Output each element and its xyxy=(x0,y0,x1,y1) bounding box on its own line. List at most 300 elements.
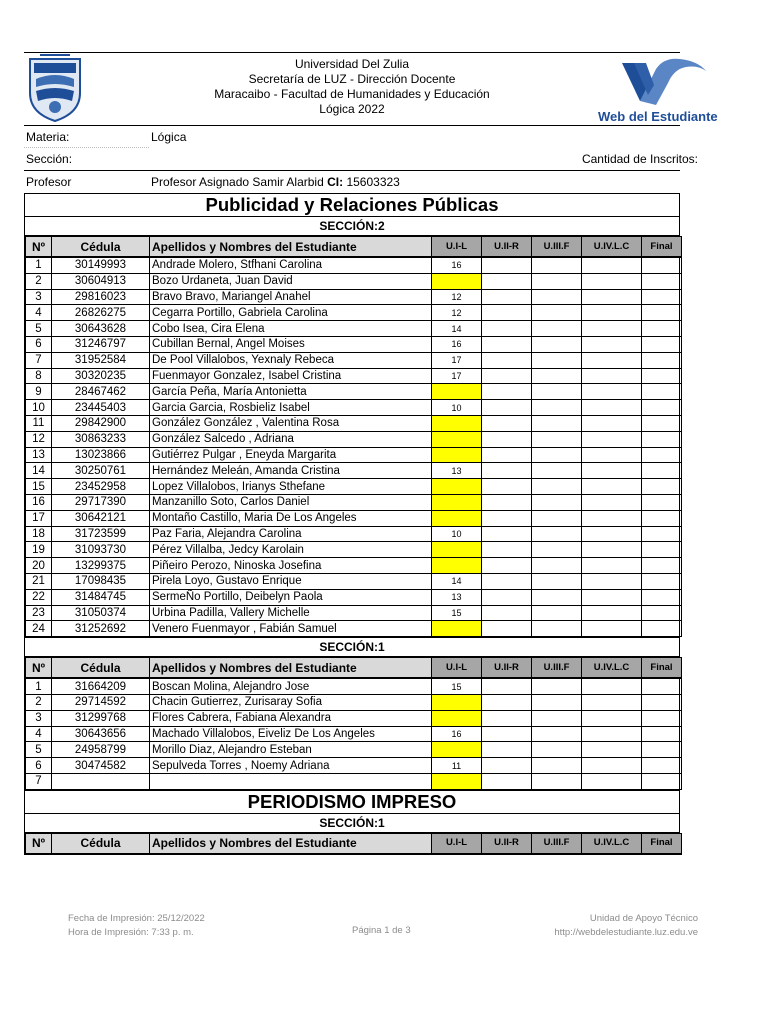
col-u4-header: U.IV.L.C xyxy=(582,237,642,258)
student-row xyxy=(26,726,682,742)
col-u3-header: U.III.F xyxy=(532,833,582,854)
department-name: Secretaría de LUZ - Dirección Docente xyxy=(248,72,456,86)
grades-table xyxy=(25,833,682,855)
row-number: 3 xyxy=(26,710,52,726)
student-row xyxy=(26,558,682,574)
grade-u3-cell xyxy=(532,257,582,273)
col-name-header: Apellidos y Nombres del Estudiante xyxy=(150,833,432,854)
grade-final-cell xyxy=(642,589,682,605)
col-final-header: Final xyxy=(642,658,682,679)
grade-u4-cell xyxy=(582,694,642,710)
grade-u3-cell xyxy=(532,773,582,789)
grade-u4-cell xyxy=(582,273,642,289)
grade-u2-cell xyxy=(482,605,532,621)
cedula-cell: 30474582 xyxy=(52,758,150,774)
table-header-row xyxy=(26,658,682,679)
col-cedula-header: Cédula xyxy=(52,833,150,854)
grade-u3-cell xyxy=(532,305,582,321)
site-url[interactable]: http://webdelestudiante.luz.edu.ve xyxy=(554,927,698,938)
grade-u4-cell xyxy=(582,289,642,305)
student-name-cell: Pirela Loyo, Gustavo Enrique xyxy=(150,573,432,589)
grades-table xyxy=(25,657,682,790)
row-number: 5 xyxy=(26,321,52,337)
row-number: 7 xyxy=(26,352,52,368)
student-row xyxy=(26,710,682,726)
grade-u4-cell xyxy=(582,384,642,400)
footer-left xyxy=(68,912,205,940)
cedula-cell xyxy=(52,773,150,789)
cedula-cell: 30643628 xyxy=(52,321,150,337)
course-year: Lógica 2022 xyxy=(319,102,385,116)
grade-u1-cell xyxy=(432,384,482,400)
grade-u1-cell: 16 xyxy=(432,336,482,352)
grade-u2-cell xyxy=(482,447,532,463)
table-header-row xyxy=(26,833,682,854)
row-number: 3 xyxy=(26,289,52,305)
grade-u3-cell xyxy=(532,289,582,305)
row-number: 2 xyxy=(26,273,52,289)
row-number: 24 xyxy=(26,621,52,637)
web-del-estudiante-logo xyxy=(594,55,718,125)
row-number: 21 xyxy=(26,573,52,589)
cedula-cell: 31246797 xyxy=(52,336,150,352)
grade-u4-cell xyxy=(582,773,642,789)
report-header xyxy=(24,52,718,125)
grade-u4-cell xyxy=(582,621,642,637)
grade-u3-cell xyxy=(532,321,582,337)
grade-u3-cell xyxy=(532,621,582,637)
grade-u3-cell xyxy=(532,352,582,368)
grade-u1-cell: 14 xyxy=(432,573,482,589)
row-number: 23 xyxy=(26,605,52,621)
grade-u2-cell xyxy=(482,758,532,774)
student-row xyxy=(26,742,682,758)
grade-u1-cell: 12 xyxy=(432,289,482,305)
profesor-label: Profesor xyxy=(26,175,72,189)
grade-final-cell xyxy=(642,368,682,384)
grade-u1-cell xyxy=(432,710,482,726)
row-number: 6 xyxy=(26,336,52,352)
student-name-cell: González González , Valentina Rosa xyxy=(150,415,432,431)
grade-u3-cell xyxy=(532,758,582,774)
student-name-cell: Cegarra Portillo, Gabriela Carolina xyxy=(150,305,432,321)
col-name-header: Apellidos y Nombres del Estudiante xyxy=(150,237,432,258)
student-name-cell: De Pool Villalobos, Yexnaly Rebeca xyxy=(150,352,432,368)
grade-u2-cell xyxy=(482,773,532,789)
row-number: 1 xyxy=(26,678,52,694)
cedula-cell: 31952584 xyxy=(52,352,150,368)
cedula-cell: 17098435 xyxy=(52,573,150,589)
faculty-name: Maracaibo - Facultad de Humanidades y Educación xyxy=(214,87,490,101)
grade-u4-cell xyxy=(582,447,642,463)
student-name-cell: Boscan Molina, Alejandro Jose xyxy=(150,678,432,694)
grade-u4-cell xyxy=(582,542,642,558)
grade-u3-cell xyxy=(532,336,582,352)
grade-u1-cell: 15 xyxy=(432,605,482,621)
student-row xyxy=(26,336,682,352)
grade-u1-cell: 14 xyxy=(432,321,482,337)
ci-label: CI: xyxy=(327,175,344,189)
grade-u1-cell: 17 xyxy=(432,352,482,368)
grade-u4-cell xyxy=(582,321,642,337)
cedula-cell: 30250761 xyxy=(52,463,150,479)
grade-u2-cell xyxy=(482,510,532,526)
grade-final-cell xyxy=(642,573,682,589)
col-u3-header: U.III.F xyxy=(532,658,582,679)
student-name-cell: Paz Faria, Alejandra Carolina xyxy=(150,526,432,542)
student-name-cell: Fuenmayor Gonzalez, Isabel Cristina xyxy=(150,368,432,384)
student-row xyxy=(26,257,682,273)
grade-u3-cell xyxy=(532,605,582,621)
student-name-cell: Urbina Padilla, Vallery Michelle xyxy=(150,605,432,621)
grade-final-cell xyxy=(642,773,682,789)
grade-u4-cell xyxy=(582,415,642,431)
row-number: 19 xyxy=(26,542,52,558)
grade-u4-cell xyxy=(582,336,642,352)
student-row xyxy=(26,431,682,447)
ci-value: 15603323 xyxy=(346,175,400,189)
grade-u3-cell xyxy=(532,710,582,726)
col-u4-header: U.IV.L.C xyxy=(582,658,642,679)
grade-u3-cell xyxy=(532,694,582,710)
student-name-cell: Lopez Villalobos, Irianys Sthefane xyxy=(150,479,432,495)
grade-u3-cell xyxy=(532,510,582,526)
support-unit: Unidad de Apoyo Técnico xyxy=(589,913,698,924)
student-row xyxy=(26,589,682,605)
grade-u2-cell xyxy=(482,257,532,273)
student-name-cell: García Peña, María Antonietta xyxy=(150,384,432,400)
inscritos-label: Cantidad de Inscritos: xyxy=(581,152,698,166)
grade-final-cell xyxy=(642,400,682,416)
grade-u3-cell xyxy=(532,558,582,574)
grade-final-cell xyxy=(642,415,682,431)
grade-u1-cell: 13 xyxy=(432,463,482,479)
grade-u2-cell xyxy=(482,494,532,510)
grade-final-cell xyxy=(642,758,682,774)
grade-u1-cell: 11 xyxy=(432,758,482,774)
grade-final-cell xyxy=(642,447,682,463)
grade-u2-cell xyxy=(482,384,532,400)
cedula-cell: 31050374 xyxy=(52,605,150,621)
grade-final-cell xyxy=(642,726,682,742)
grade-u1-cell: 15 xyxy=(432,678,482,694)
student-row xyxy=(26,479,682,495)
col-u2-header: U.II-R xyxy=(482,833,532,854)
cedula-cell: 29714592 xyxy=(52,694,150,710)
cedula-cell: 31299768 xyxy=(52,710,150,726)
grade-final-cell xyxy=(642,542,682,558)
cedula-cell: 31093730 xyxy=(52,542,150,558)
grade-u3-cell xyxy=(532,384,582,400)
grade-final-cell xyxy=(642,605,682,621)
grade-u3-cell xyxy=(532,463,582,479)
student-name-cell xyxy=(150,773,432,789)
student-row xyxy=(26,321,682,337)
grade-u4-cell xyxy=(582,463,642,479)
row-number: 20 xyxy=(26,558,52,574)
student-row xyxy=(26,694,682,710)
grade-u1-cell: 12 xyxy=(432,305,482,321)
student-name-cell: Bravo Bravo, Mariangel Anahel xyxy=(150,289,432,305)
grade-u3-cell xyxy=(532,573,582,589)
cedula-cell: 29842900 xyxy=(52,415,150,431)
col-u3-header: U.III.F xyxy=(532,237,582,258)
grade-u2-cell xyxy=(482,431,532,447)
grade-u2-cell xyxy=(482,726,532,742)
grade-u3-cell xyxy=(532,479,582,495)
row-number: 4 xyxy=(26,726,52,742)
cedula-cell: 13023866 xyxy=(52,447,150,463)
col-final-header: Final xyxy=(642,833,682,854)
cedula-cell: 24958799 xyxy=(52,742,150,758)
grade-u3-cell xyxy=(532,368,582,384)
cedula-cell: 31484745 xyxy=(52,589,150,605)
cedula-cell: 29717390 xyxy=(52,494,150,510)
grade-u4-cell xyxy=(582,305,642,321)
student-name-cell: Cobo Isea, Cira Elena xyxy=(150,321,432,337)
grade-final-cell xyxy=(642,463,682,479)
row-number: 9 xyxy=(26,384,52,400)
col-name-header: Apellidos y Nombres del Estudiante xyxy=(150,658,432,679)
grade-u4-cell xyxy=(582,352,642,368)
grade-final-cell xyxy=(642,694,682,710)
cedula-cell: 30604913 xyxy=(52,273,150,289)
grade-u1-cell: 16 xyxy=(432,726,482,742)
student-row xyxy=(26,573,682,589)
seccion-row xyxy=(24,148,698,170)
profesor-row xyxy=(24,170,680,193)
col-num-header: Nº xyxy=(26,658,52,679)
student-name-cell: Venero Fuenmayor , Fabián Samuel xyxy=(150,621,432,637)
grade-u1-cell xyxy=(432,773,482,789)
student-name-cell: SermeÑo Portillo, Deibelyn Paola xyxy=(150,589,432,605)
grade-u1-cell xyxy=(432,273,482,289)
grade-final-cell xyxy=(642,273,682,289)
grade-u1-cell xyxy=(432,447,482,463)
print-time: Hora de Impresión: 7:33 p. m. xyxy=(68,927,194,938)
grade-u2-cell xyxy=(482,558,532,574)
grade-final-cell xyxy=(642,742,682,758)
student-row xyxy=(26,415,682,431)
row-number: 7 xyxy=(26,773,52,789)
print-date: Fecha de Impresión: 25/12/2022 xyxy=(68,913,205,924)
grade-u2-cell xyxy=(482,573,532,589)
col-cedula-header: Cédula xyxy=(52,658,150,679)
cedula-cell: 13299375 xyxy=(52,558,150,574)
grade-final-cell xyxy=(642,678,682,694)
grade-final-cell xyxy=(642,510,682,526)
cedula-cell: 26826275 xyxy=(52,305,150,321)
row-number: 4 xyxy=(26,305,52,321)
grade-u1-cell: 13 xyxy=(432,589,482,605)
materia-value: Lógica xyxy=(151,130,187,144)
col-u1-header: U.I-L xyxy=(432,833,482,854)
section-label: SECCIÓN:1 xyxy=(25,813,679,833)
row-number: 17 xyxy=(26,510,52,526)
student-name-cell: Gutiérrez Pulgar , Eneyda Margarita xyxy=(150,447,432,463)
grade-u3-cell xyxy=(532,431,582,447)
student-name-cell: Garcia Garcia, Rosbieliz Isabel xyxy=(150,400,432,416)
cedula-cell: 30863233 xyxy=(52,431,150,447)
grade-u3-cell xyxy=(532,400,582,416)
student-row xyxy=(26,758,682,774)
grade-final-cell xyxy=(642,305,682,321)
student-row xyxy=(26,542,682,558)
student-row xyxy=(26,510,682,526)
luz-crest-logo xyxy=(26,53,84,123)
row-number: 5 xyxy=(26,742,52,758)
cedula-cell: 31252692 xyxy=(52,621,150,637)
grade-u4-cell xyxy=(582,526,642,542)
grade-final-cell xyxy=(642,336,682,352)
grade-u2-cell xyxy=(482,589,532,605)
grade-u3-cell xyxy=(532,273,582,289)
grade-u2-cell xyxy=(482,678,532,694)
col-u4-header: U.IV.L.C xyxy=(582,833,642,854)
cedula-cell: 30149993 xyxy=(52,257,150,273)
grade-u3-cell xyxy=(532,542,582,558)
grade-final-cell xyxy=(642,289,682,305)
grade-u2-cell xyxy=(482,289,532,305)
student-name-cell: Bozo Urdaneta, Juan David xyxy=(150,273,432,289)
row-number: 14 xyxy=(26,463,52,479)
cedula-cell: 23452958 xyxy=(52,479,150,495)
materia-row xyxy=(24,125,680,148)
cedula-cell: 29816023 xyxy=(52,289,150,305)
student-name-cell: Machado Villalobos, Eiveliz De Los Angeles xyxy=(150,726,432,742)
grade-u2-cell xyxy=(482,526,532,542)
grade-u4-cell xyxy=(582,400,642,416)
student-row xyxy=(26,463,682,479)
table-header-row xyxy=(26,237,682,258)
grade-u2-cell xyxy=(482,352,532,368)
grade-u1-cell xyxy=(432,558,482,574)
row-number: 11 xyxy=(26,415,52,431)
grade-u2-cell xyxy=(482,336,532,352)
grade-final-cell xyxy=(642,558,682,574)
section-label: SECCIÓN:1 xyxy=(25,637,679,657)
grade-final-cell xyxy=(642,321,682,337)
header-text xyxy=(144,57,560,117)
student-name-cell: Pérez Villalba, Jedcy Karolain xyxy=(150,542,432,558)
cedula-cell: 30642121 xyxy=(52,510,150,526)
row-number: 6 xyxy=(26,758,52,774)
grade-u1-cell xyxy=(432,479,482,495)
student-name-cell: Piñeiro Perozo, Ninoska Josefina xyxy=(150,558,432,574)
grade-final-cell xyxy=(642,431,682,447)
grade-u1-cell xyxy=(432,415,482,431)
web-del-estudiante-text: Web del Estudiante xyxy=(598,109,718,124)
grade-u2-cell xyxy=(482,415,532,431)
grade-u4-cell xyxy=(582,479,642,495)
grade-u4-cell xyxy=(582,742,642,758)
student-row xyxy=(26,447,682,463)
report-sheet xyxy=(24,52,718,855)
grade-u2-cell xyxy=(482,742,532,758)
row-number: 16 xyxy=(26,494,52,510)
grade-u2-cell xyxy=(482,542,532,558)
student-row xyxy=(26,273,682,289)
grade-u1-cell xyxy=(432,542,482,558)
row-number: 8 xyxy=(26,368,52,384)
grade-u1-cell xyxy=(432,510,482,526)
row-number: 13 xyxy=(26,447,52,463)
student-name-cell: Sepulveda Torres , Noemy Adriana xyxy=(150,758,432,774)
grades-table xyxy=(25,236,682,637)
cedula-cell: 31723599 xyxy=(52,526,150,542)
cedula-cell: 30643656 xyxy=(52,726,150,742)
grade-u4-cell xyxy=(582,494,642,510)
grade-u3-cell xyxy=(532,726,582,742)
grade-u2-cell xyxy=(482,621,532,637)
col-num-header: Nº xyxy=(26,237,52,258)
grade-final-cell xyxy=(642,352,682,368)
student-name-cell: Chacin Gutierrez, Zurisaray Sofia xyxy=(150,694,432,710)
grade-u3-cell xyxy=(532,589,582,605)
profesor-value: Profesor Asignado Samir Alarbid CI: 15603323 xyxy=(151,175,400,189)
grade-u2-cell xyxy=(482,273,532,289)
grade-u2-cell xyxy=(482,305,532,321)
student-row xyxy=(26,352,682,368)
grade-u4-cell xyxy=(582,710,642,726)
grade-u3-cell xyxy=(532,415,582,431)
grade-u1-cell xyxy=(432,621,482,637)
row-number: 18 xyxy=(26,526,52,542)
student-row xyxy=(26,384,682,400)
grade-u1-cell xyxy=(432,494,482,510)
cedula-cell: 28467462 xyxy=(52,384,150,400)
grade-u3-cell xyxy=(532,526,582,542)
grade-u1-cell xyxy=(432,742,482,758)
grade-final-cell xyxy=(642,710,682,726)
grade-u4-cell xyxy=(582,558,642,574)
grade-final-cell xyxy=(642,257,682,273)
col-num-header: Nº xyxy=(26,833,52,854)
cedula-cell: 30320235 xyxy=(52,368,150,384)
student-name-cell: Morillo Diaz, Alejandro Esteban xyxy=(150,742,432,758)
student-row xyxy=(26,289,682,305)
student-row xyxy=(26,526,682,542)
grade-u3-cell xyxy=(532,678,582,694)
row-number: 1 xyxy=(26,257,52,273)
section-label: SECCIÓN:2 xyxy=(25,216,679,236)
wde-mark-icon xyxy=(594,55,712,107)
row-number: 10 xyxy=(26,400,52,416)
grade-u2-cell xyxy=(482,368,532,384)
materia-label: Materia: xyxy=(26,130,70,144)
grade-u2-cell xyxy=(482,710,532,726)
student-row xyxy=(26,400,682,416)
student-name-cell: Andrade Molero, Stfhani Carolina xyxy=(150,257,432,273)
grade-u2-cell xyxy=(482,400,532,416)
student-row xyxy=(26,605,682,621)
footer-right xyxy=(554,912,698,940)
program-title: PERIODISMO IMPRESO xyxy=(25,790,679,813)
university-name: Universidad Del Zulia xyxy=(294,57,410,71)
grade-u3-cell xyxy=(532,494,582,510)
student-row xyxy=(26,678,682,694)
col-u1-header: U.I-L xyxy=(432,237,482,258)
grade-u4-cell xyxy=(582,605,642,621)
grade-u4-cell xyxy=(582,758,642,774)
grade-final-cell xyxy=(642,526,682,542)
grade-u1-cell: 10 xyxy=(432,400,482,416)
student-row xyxy=(26,494,682,510)
grade-u2-cell xyxy=(482,479,532,495)
program-title: Publicidad y Relaciones Públicas xyxy=(25,193,679,216)
col-u2-header: U.II-R xyxy=(482,658,532,679)
grade-u1-cell: 10 xyxy=(432,526,482,542)
